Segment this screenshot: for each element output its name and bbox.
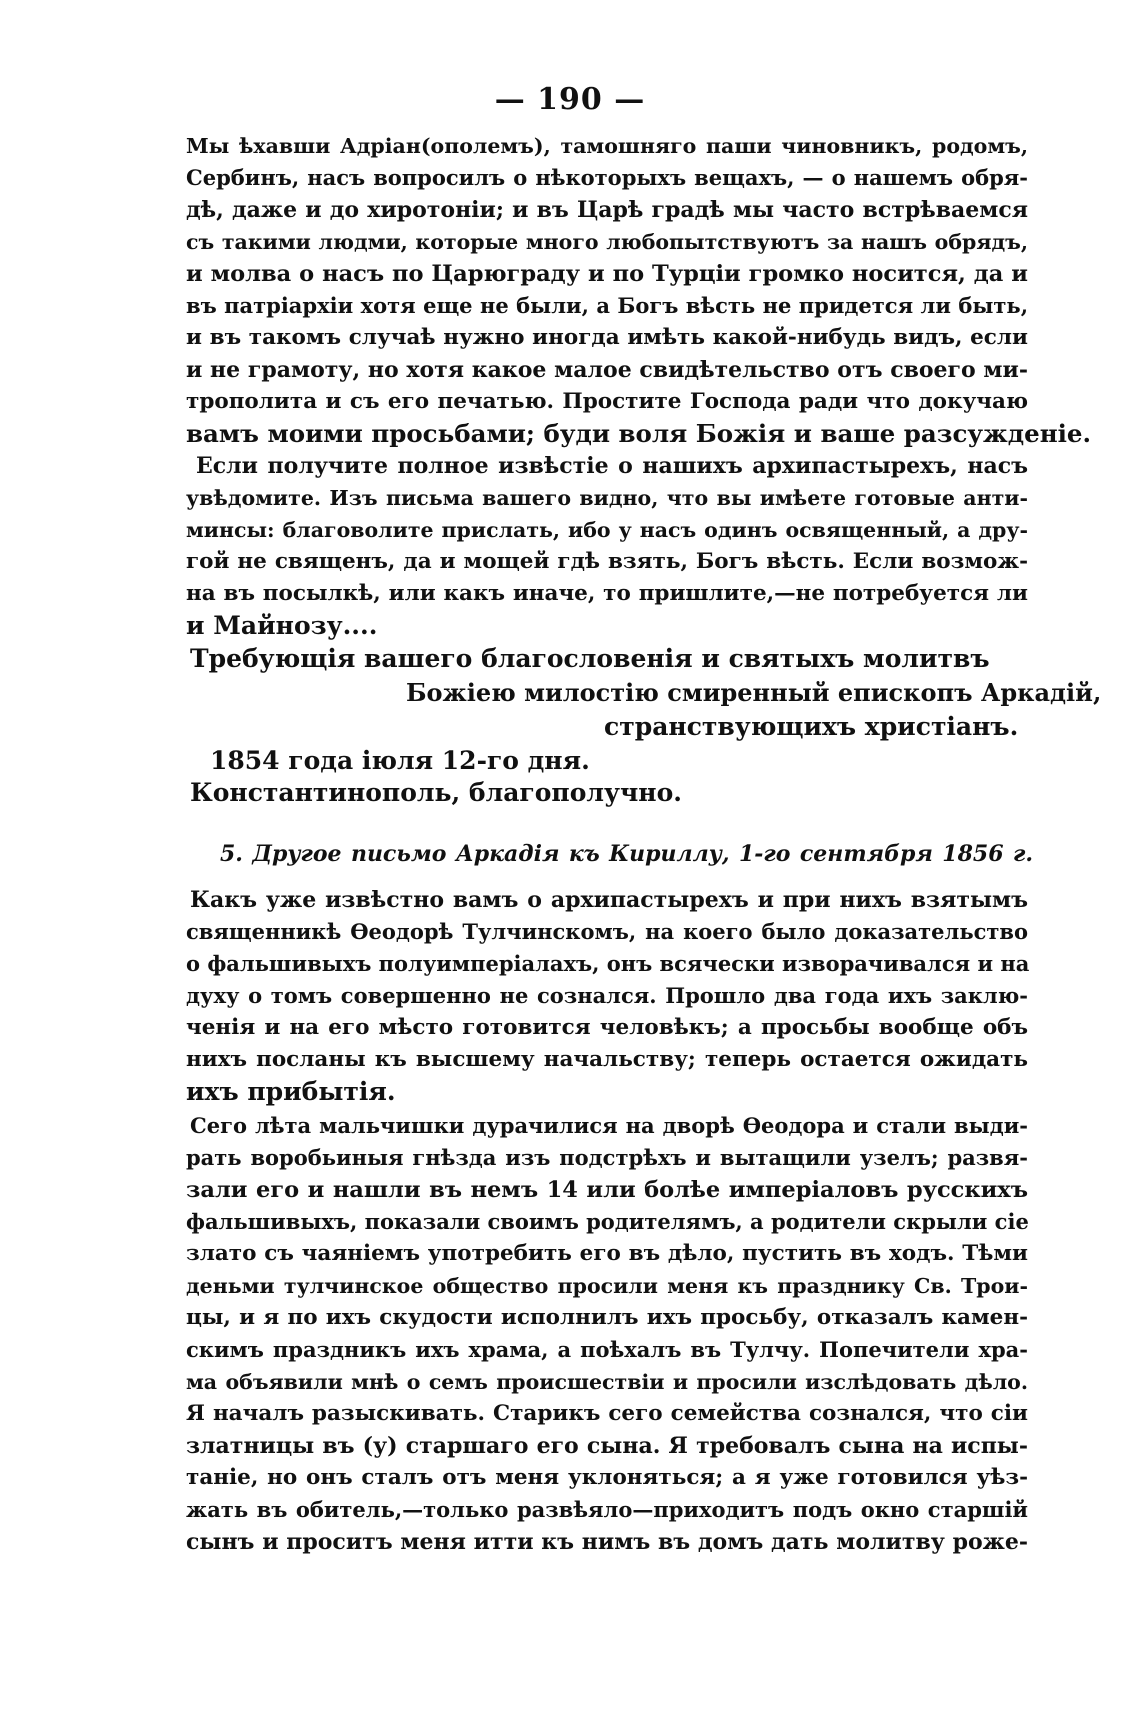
signature-line: странствующихъ христіанъ. xyxy=(604,712,1019,741)
letter-line: Сербинъ, насъ вопросилъ о нѣкоторыхъ вещахъ, — о нашемъ обря- xyxy=(186,165,1028,190)
section-line: ченія и на его мѣсто готовится человѣкъ; а просьбы вообще объ xyxy=(186,1015,1028,1040)
letter-line: дѣ, даже и до хиротоніи; и въ Царѣ градѣ мы часто встрѣваемся xyxy=(186,197,1028,223)
section-title: 5. Другое письмо Аркадія къ Кириллу, 1-го сентября 1856 г. xyxy=(220,841,1033,867)
letter-line: увѣдомите. Изъ письма вашего видно, что вы имѣете готовые анти- xyxy=(186,486,1028,510)
signature-line: Божіею милостію смиренный епископъ Аркадій, xyxy=(406,678,1102,707)
section-line: ма объявили мнѣ о семъ происшествіи и просили изслѣдовать дѣло. xyxy=(186,1370,1028,1394)
section-line: о фальшивыхъ полуимперіалахъ, онъ всячески изворачивался и на xyxy=(186,951,1030,976)
section-line: Сего лѣта мальчишки дурачилися на дворѣ Ѳеодора и стали выди- xyxy=(190,1113,1028,1138)
page-number: — 190 — xyxy=(494,82,646,117)
letter-place: Константинополь, благополучно. xyxy=(190,778,682,807)
section-line: златницы въ (у) старшаго его сына. Я требовалъ сына на испы- xyxy=(186,1433,1028,1459)
letter-line: трополита и съ его печатью. Простите Господа ради что докучаю xyxy=(186,389,1028,414)
letter-line: гой не священъ, да и мощей гдѣ взять, Богъ вѣсть. Если возмож- xyxy=(186,549,1028,574)
letter-line: Если получите полное извѣстіе о нашихъ архипастырехъ, насъ xyxy=(196,453,1028,479)
letter-line: и Майнозу.... xyxy=(186,611,378,640)
section-line: Я началъ разыскивать. Старикъ сего семейства сознался, что сіи xyxy=(186,1401,1028,1426)
section-line: ихъ прибытія. xyxy=(186,1077,396,1106)
section-line: таніе, но онъ сталъ отъ меня уклоняться; а я уже готовился уѣз- xyxy=(186,1465,1028,1490)
section-line: нихъ посланы къ высшему начальству; теперь остается ожидать xyxy=(186,1047,1028,1072)
letter-line: и въ такомъ случаѣ нужно иногда имѣть какой-нибудь видъ, если xyxy=(186,325,1028,350)
section-line: священникѣ Ѳеодорѣ Тулчинскомъ, на коего было доказательство xyxy=(186,919,1028,944)
letter-line: вамъ моими просьбами; буди воля Божія и ваше разсужденіе. xyxy=(186,419,1092,448)
letter-line: на въ посылкѣ, или какъ иначе, то пришлите,—не потребуется ли xyxy=(186,581,1028,606)
section-line: Какъ уже извѣстно вамъ о архипастырехъ и при нихъ взятымъ xyxy=(190,887,1028,913)
letter-line: съ такими людми, которые много любопытствуютъ за нашъ обрядъ, xyxy=(186,230,1028,254)
letter-date: 1854 года іюля 12-го дня. xyxy=(210,746,590,775)
letter-line: минсы: благоволите прислать, ибо у насъ одинъ освященный, а дру- xyxy=(186,518,1028,542)
section-line: фальшивыхъ, показали своимъ родителямъ, а родители скрыли сіе xyxy=(186,1209,1029,1234)
letter-line: и молва о насъ по Царюграду и по Турціи громко носится, да и xyxy=(186,261,1028,287)
letter-line: Мы ѣхавши Адріан(ополемъ), тамошняго паши чиновникъ, родомъ, xyxy=(186,134,1028,158)
section-line: деньми тулчинское общество просили меня къ празднику Св. Трои- xyxy=(186,1274,1028,1298)
letter-line: и не грамоту, но хотя какое малое свидѣтельство отъ своего ми- xyxy=(186,357,1028,383)
section-line: рать воробьиныя гнѣзда изъ подстрѣхъ и вытащили узелъ; развя- xyxy=(186,1145,1028,1170)
letter-closing: Требующія вашего благословенія и святыхъ молитвъ xyxy=(190,644,990,673)
section-line: цы, и я по ихъ скудости исполнилъ ихъ просьбу, отказалъ камен- xyxy=(186,1305,1028,1330)
letter-line: въ патріархіи хотя еще не были, а Богъ вѣсть не придется ли быть, xyxy=(186,293,1028,318)
section-line: скимъ праздникъ ихъ храма, а поѣхалъ въ Тулчу. Попечители хра- xyxy=(186,1337,1028,1362)
section-line: злато съ чаяніемъ употребить его въ дѣло, пустить въ ходъ. Тѣми xyxy=(186,1241,1028,1266)
section-line: жать въ обитель,—только развѣяло—приходитъ подъ окно старшій xyxy=(186,1497,1028,1522)
section-line: духу о томъ совершенно не сознался. Прошло два года ихъ заклю- xyxy=(186,983,1028,1008)
section-line: зали его и нашли въ немъ 14 или болѣе имперіаловъ русскихъ xyxy=(186,1177,1028,1203)
section-line: сынъ и проситъ меня итти къ нимъ въ домъ дать молитву роже- xyxy=(186,1529,1028,1555)
